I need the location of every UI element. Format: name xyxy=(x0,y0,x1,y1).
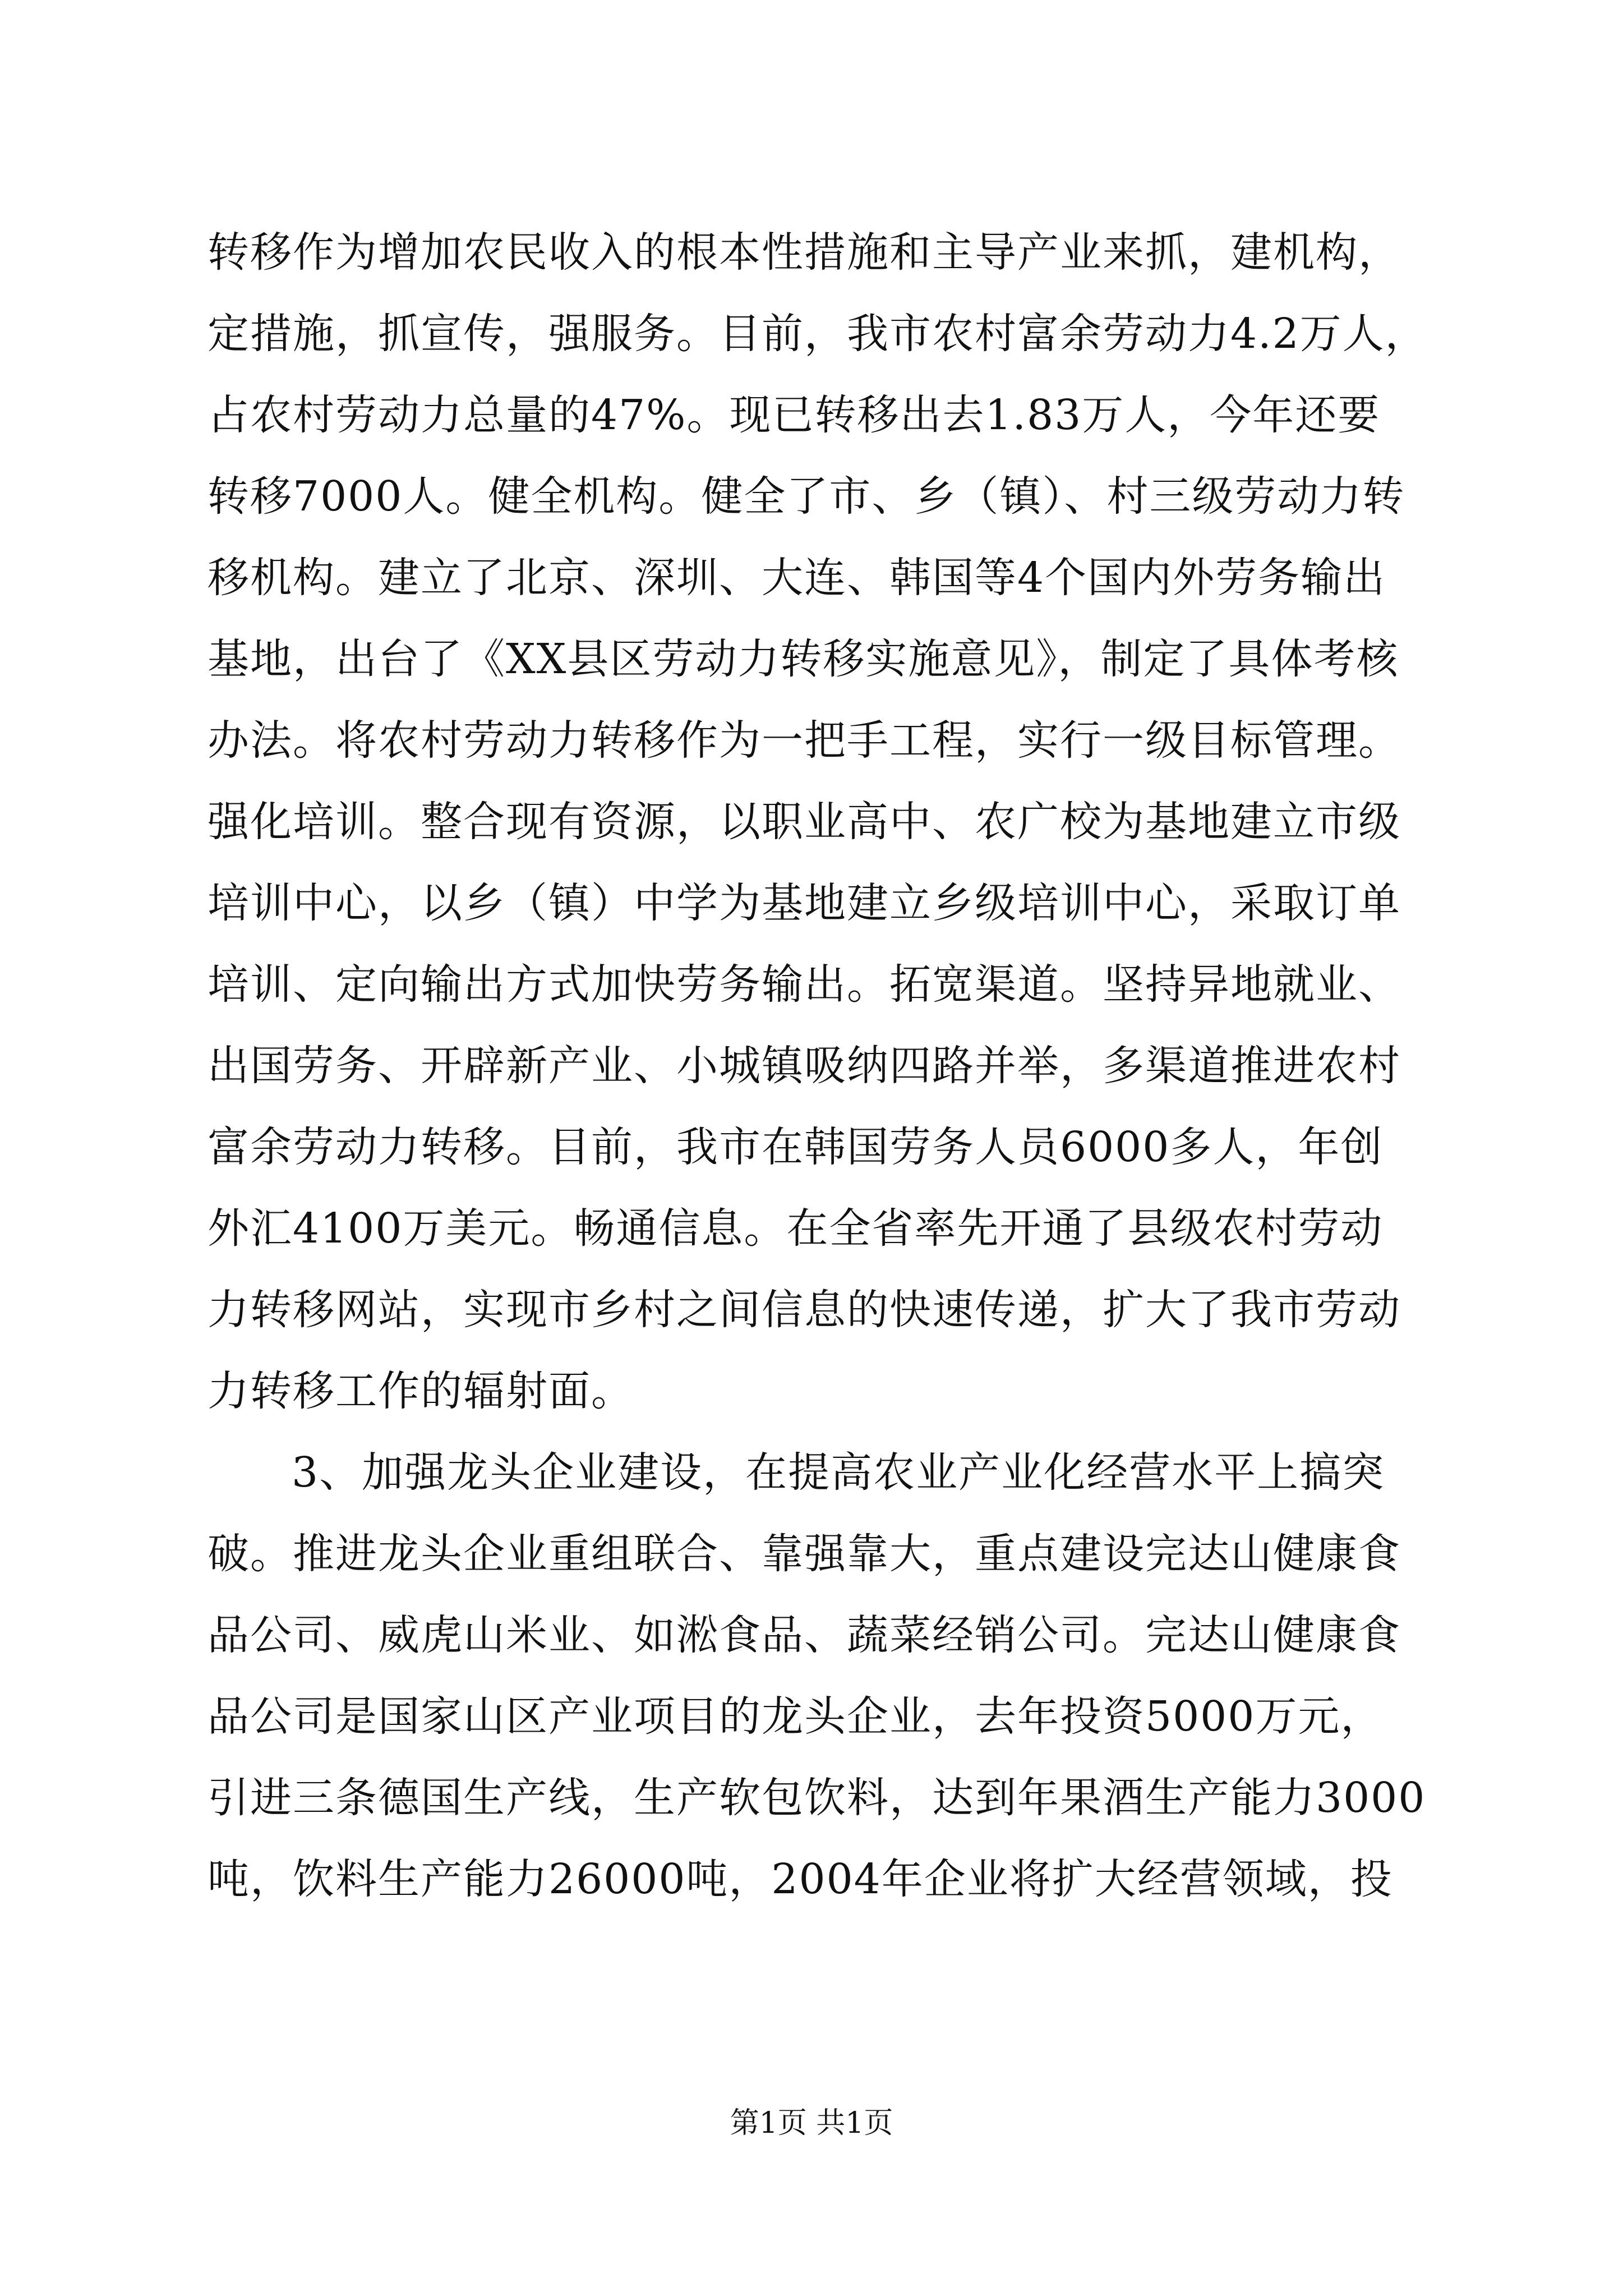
paragraph-1 xyxy=(208,212,1428,1432)
text-line: 引进三条德国生产线，生产软包饮料，达到年果酒生产能力3000 xyxy=(208,1774,1426,1822)
text-line: 转移7000人。健全机构。健全了市、乡（镇）、村三级劳动力转 xyxy=(208,472,1405,521)
document-body xyxy=(208,212,1428,1920)
page-footer xyxy=(0,2104,1623,2143)
page-number-label: 第1页 共1页 xyxy=(730,2106,893,2140)
text-line: 办法。将农村劳动力转移作为一把手工程，实行一级目标管理。 xyxy=(208,716,1401,765)
text-line: 吨，饮料生产能力26000吨，2004年企业将扩大经营领域，投 xyxy=(208,1855,1393,1903)
text-line: 占农村劳动力总量的47%。现已转移出去1.83万人，今年还要 xyxy=(208,391,1381,439)
text-line: 基地，出台了《XX县区劳动力转移实施意见》，制定了具体考核 xyxy=(208,635,1399,683)
text-line: 富余劳动力转移。目前，我市在韩国劳务人员6000多人，年创 xyxy=(208,1123,1384,1171)
text-line: 转移作为增加农民收入的根本性措施和主导产业来抓，建机构， xyxy=(208,228,1401,277)
text-line: 破。推进龙头企业重组联合、靠强靠大，重点建设完达山健康食 xyxy=(208,1530,1401,1578)
text-line: 出国劳务、开辟新产业、小城镇吸纳四路并举，多渠道推进农村 xyxy=(208,1042,1401,1090)
paragraph-2 xyxy=(208,1432,1426,1920)
text-line: 力转移工作的辐射面。 xyxy=(208,1367,634,1415)
text-line: 培训中心，以乡（镇）中学为基地建立乡级培训中心，采取订单 xyxy=(208,879,1401,927)
text-line: 强化培训。整合现有资源，以职业高中、农广校为基地建立市级 xyxy=(208,798,1401,846)
text-line: 力转移网站，实现市乡村之间信息的快速传递，扩大了我市劳动 xyxy=(208,1286,1401,1334)
text-line: 3、加强龙头企业建设，在提高农业产业化经营水平上搞突 xyxy=(292,1448,1385,1497)
text-line: 培训、定向输出方式加快劳务输出。拓宽渠道。坚持异地就业、 xyxy=(208,960,1401,1009)
text-line: 外汇4100万美元。畅通信息。在全省率先开通了县级农村劳动 xyxy=(208,1204,1384,1253)
text-line: 品公司是国家山区产业项目的龙头企业，去年投资5000万元， xyxy=(208,1692,1384,1741)
text-line: 移机构。建立了北京、深圳、大连、韩国等4个国内外劳务输出 xyxy=(208,554,1386,602)
text-line: 定措施，抓宣传，强服务。目前，我市农村富余劳动力4.2万人， xyxy=(208,310,1428,358)
text-line: 品公司、威虎山米业、如淞食品、蔬菜经销公司。完达山健康食 xyxy=(208,1611,1401,1659)
